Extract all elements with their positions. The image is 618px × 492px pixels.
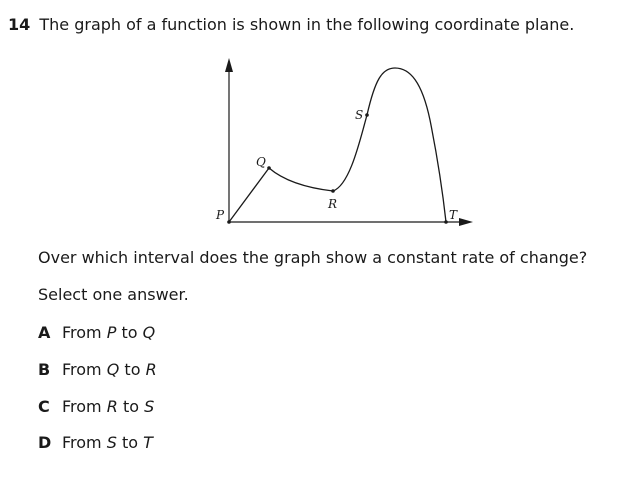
choice-a[interactable] — [38, 322, 155, 344]
question-text: The graph of a function is shown in the following coordinate plane. — [39, 15, 575, 34]
choice-end-point: S — [144, 397, 155, 416]
function-graph — [0, 0, 618, 240]
question-number: 14 — [8, 15, 31, 34]
point-s-marker — [365, 113, 369, 117]
point-q-marker — [267, 166, 271, 170]
choice-to: to — [121, 433, 139, 452]
segment-p-to-q — [229, 168, 269, 222]
choice-d[interactable] — [38, 432, 153, 454]
point-p-label: P — [216, 208, 225, 222]
x-axis-arrow — [459, 218, 473, 226]
point-s-label: S — [355, 108, 364, 122]
choice-from: From — [62, 323, 102, 342]
choice-start-point: S — [106, 433, 117, 452]
point-t-label: T — [449, 208, 458, 222]
choice-c[interactable] — [38, 396, 154, 418]
choice-end-point: Q — [142, 323, 156, 342]
y-axis-arrow — [225, 58, 233, 72]
point-q-label: Q — [256, 155, 266, 169]
curve-r-to-t — [333, 68, 446, 222]
point-t-marker — [444, 220, 448, 224]
choice-to: to — [122, 397, 140, 416]
choice-b[interactable] — [38, 359, 157, 381]
point-p-marker — [227, 220, 231, 224]
choice-from: From — [62, 433, 102, 452]
choice-to: to — [124, 360, 141, 379]
point-r-label: R — [328, 197, 338, 211]
question-prompt: Over which interval does the graph show a constant rate of change? — [38, 248, 588, 267]
choice-letter: C — [38, 397, 50, 416]
choice-from: From — [62, 360, 102, 379]
choice-end-point: R — [145, 360, 157, 379]
answer-instruction: Select one answer. — [38, 285, 189, 304]
choice-letter: D — [38, 433, 52, 452]
point-r-marker — [331, 189, 335, 193]
choice-to: to — [121, 323, 138, 342]
choice-from: From — [62, 397, 102, 416]
choice-start-point: R — [106, 397, 118, 416]
choice-letter: A — [38, 323, 51, 342]
choice-end-point: T — [143, 433, 153, 452]
choice-start-point: P — [106, 323, 117, 342]
curve-q-to-r — [269, 168, 333, 191]
choice-start-point: Q — [106, 360, 120, 379]
choice-letter: B — [38, 360, 51, 379]
